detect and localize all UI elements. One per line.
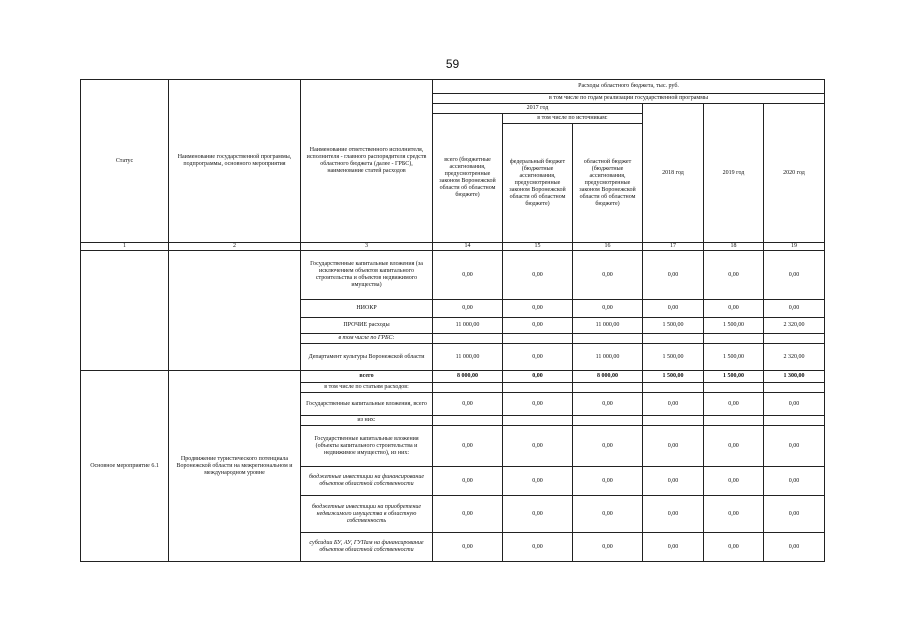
row-value: 1 500,00 [704, 318, 764, 334]
row-value [573, 334, 643, 344]
row-value [433, 383, 503, 393]
row-value [643, 416, 704, 426]
row-label: ПРОЧИЕ расходы [301, 318, 433, 334]
row-value: 11 000,00 [573, 318, 643, 334]
header-regional-col: областной бюджет (бюджетные ассигнования, предусмотренные законом Воронежской области об областном бюджете) [573, 124, 643, 243]
block1-status-cell [81, 251, 169, 371]
row-value: 0,00 [704, 467, 764, 496]
row-value: 0,00 [573, 251, 643, 300]
row-value: 0,00 [643, 533, 704, 562]
column-number: 14 [433, 243, 503, 251]
row-value: 0,00 [503, 300, 573, 318]
row-value [704, 383, 764, 393]
block1-name-cell [169, 251, 301, 371]
row-value: 0,00 [503, 467, 573, 496]
row-value: 0,00 [643, 300, 704, 318]
header-year-2019: 2019 год [704, 104, 764, 243]
row-value: 0,00 [503, 371, 573, 383]
row-value: 0,00 [764, 496, 825, 533]
row-value: 0,00 [704, 300, 764, 318]
row-value [764, 383, 825, 393]
row-value: 0,00 [643, 426, 704, 467]
row-value: 2 320,00 [764, 318, 825, 334]
header-year-2017: 2017 год [433, 104, 643, 114]
row-value: 0,00 [433, 393, 503, 416]
row-value [573, 383, 643, 393]
row-value [643, 383, 704, 393]
column-number: 17 [643, 243, 704, 251]
row-label: бюджетные инвестиции на приобретение недвижимого имущества в областную собственность [301, 496, 433, 533]
row-value: 11 000,00 [573, 344, 643, 371]
row-label: субсидии БУ, АУ, ГУПам на финансирование объектов областной собственности [301, 533, 433, 562]
header-status: Статус [81, 80, 169, 243]
row-value: 0,00 [704, 533, 764, 562]
row-value: 11 000,00 [433, 344, 503, 371]
row-value: 0,00 [764, 533, 825, 562]
header-program-name: Наименование государственной программы, подпрограммы, основного мероприятия [169, 80, 301, 243]
row-value: 0,00 [573, 393, 643, 416]
row-value: 0,00 [764, 251, 825, 300]
row-value: 0,00 [433, 533, 503, 562]
row-value: 0,00 [704, 496, 764, 533]
row-value: 0,00 [433, 426, 503, 467]
row-value [433, 416, 503, 426]
row-label: Департамент культуры Воронежской области [301, 344, 433, 371]
row-value: 0,00 [764, 300, 825, 318]
row-value: 1 500,00 [643, 371, 704, 383]
row-value: 0,00 [503, 251, 573, 300]
page-number: 59 [445, 57, 460, 71]
column-number: 18 [704, 243, 764, 251]
row-label: НИОКР [301, 300, 433, 318]
header-expenses: Расходы областного бюджета, тыс. руб. [433, 80, 825, 94]
row-value: 0,00 [503, 393, 573, 416]
row-value: 0,00 [433, 467, 503, 496]
column-number: 15 [503, 243, 573, 251]
row-value: 0,00 [764, 393, 825, 416]
row-value [503, 383, 573, 393]
row-value: 0,00 [764, 426, 825, 467]
row-value [433, 334, 503, 344]
header-executor: Наименование ответственного исполнителя, исполнителя - главного распорядителя средств областного бюджета (далее - ГРБС), наименование статей расходов [301, 80, 433, 243]
column-number-row [81, 243, 825, 251]
table-row [81, 251, 825, 300]
block2-name: Продвижение туристического потенциала Воронежской области на межрегиональном и международном уровне [169, 371, 301, 562]
row-value: 0,00 [433, 496, 503, 533]
row-value [643, 334, 704, 344]
column-number: 16 [573, 243, 643, 251]
row-value: 0,00 [764, 467, 825, 496]
budget-table [80, 79, 825, 562]
row-value: 0,00 [503, 426, 573, 467]
row-label: Государственные капитальные вложения (объекты капитального строительства и недвижимое имущество), из них: [301, 426, 433, 467]
row-value [704, 334, 764, 344]
row-label: Государственные капитальные вложения (за исключением объектов капитального строительства и объектов недвижимого имущества) [301, 251, 433, 300]
column-number: 3 [301, 243, 433, 251]
row-value: 0,00 [573, 467, 643, 496]
row-value: 8 000,00 [433, 371, 503, 383]
header-by-years: в том числе по годам реализации государственной программы [433, 94, 825, 104]
row-value: 0,00 [433, 251, 503, 300]
row-value [764, 334, 825, 344]
row-value: 0,00 [704, 393, 764, 416]
header-federal-col: федеральный бюджет (бюджетные ассигнования, предусмотренные законом Воронежской области об областном бюджете) [503, 124, 573, 243]
row-label: бюджетные инвестиции на финансирование объектов областной собственности [301, 467, 433, 496]
table-row [81, 371, 825, 383]
row-value: 2 320,00 [764, 344, 825, 371]
row-value: 1 500,00 [643, 344, 704, 371]
row-label: в том числе по статьям расходов: [301, 383, 433, 393]
header-by-sources: в том числе по источникам: [503, 114, 643, 124]
row-label: в том числе по ГРБС: [301, 334, 433, 344]
row-label: из них: [301, 416, 433, 426]
block2-status: Основное мероприятие 6.1 [81, 371, 169, 562]
row-value: 0,00 [433, 300, 503, 318]
row-value: 0,00 [643, 251, 704, 300]
row-value: 0,00 [503, 496, 573, 533]
row-value [503, 334, 573, 344]
row-value: 0,00 [503, 533, 573, 562]
row-value: 1 500,00 [643, 318, 704, 334]
row-value: 0,00 [573, 533, 643, 562]
row-value: 0,00 [503, 344, 573, 371]
row-value: 0,00 [643, 496, 704, 533]
column-number: 19 [764, 243, 825, 251]
row-value: 1 300,00 [764, 371, 825, 383]
row-value [704, 416, 764, 426]
row-value [503, 416, 573, 426]
row-value: 1 500,00 [704, 344, 764, 371]
row-value: 11 000,00 [433, 318, 503, 334]
row-label: всего [301, 371, 433, 383]
header-total-col: всего (бюджетные ассигнования, предусмотренные законом Воронежской области об областном бюджете) [433, 114, 503, 243]
column-number: 1 [81, 243, 169, 251]
row-value: 0,00 [573, 300, 643, 318]
row-value: 0,00 [704, 251, 764, 300]
row-value: 0,00 [643, 393, 704, 416]
row-value: 0,00 [704, 426, 764, 467]
row-value: 0,00 [573, 496, 643, 533]
header-year-2018: 2018 год [643, 104, 704, 243]
row-value: 0,00 [643, 467, 704, 496]
header-year-2020: 2020 год [764, 104, 825, 243]
row-value [573, 416, 643, 426]
row-value: 8 000,00 [573, 371, 643, 383]
column-number: 2 [169, 243, 301, 251]
row-value [764, 416, 825, 426]
row-value: 0,00 [573, 426, 643, 467]
row-value: 1 500,00 [704, 371, 764, 383]
row-value: 0,00 [503, 318, 573, 334]
row-label: Государственные капитальные вложения, всего [301, 393, 433, 416]
